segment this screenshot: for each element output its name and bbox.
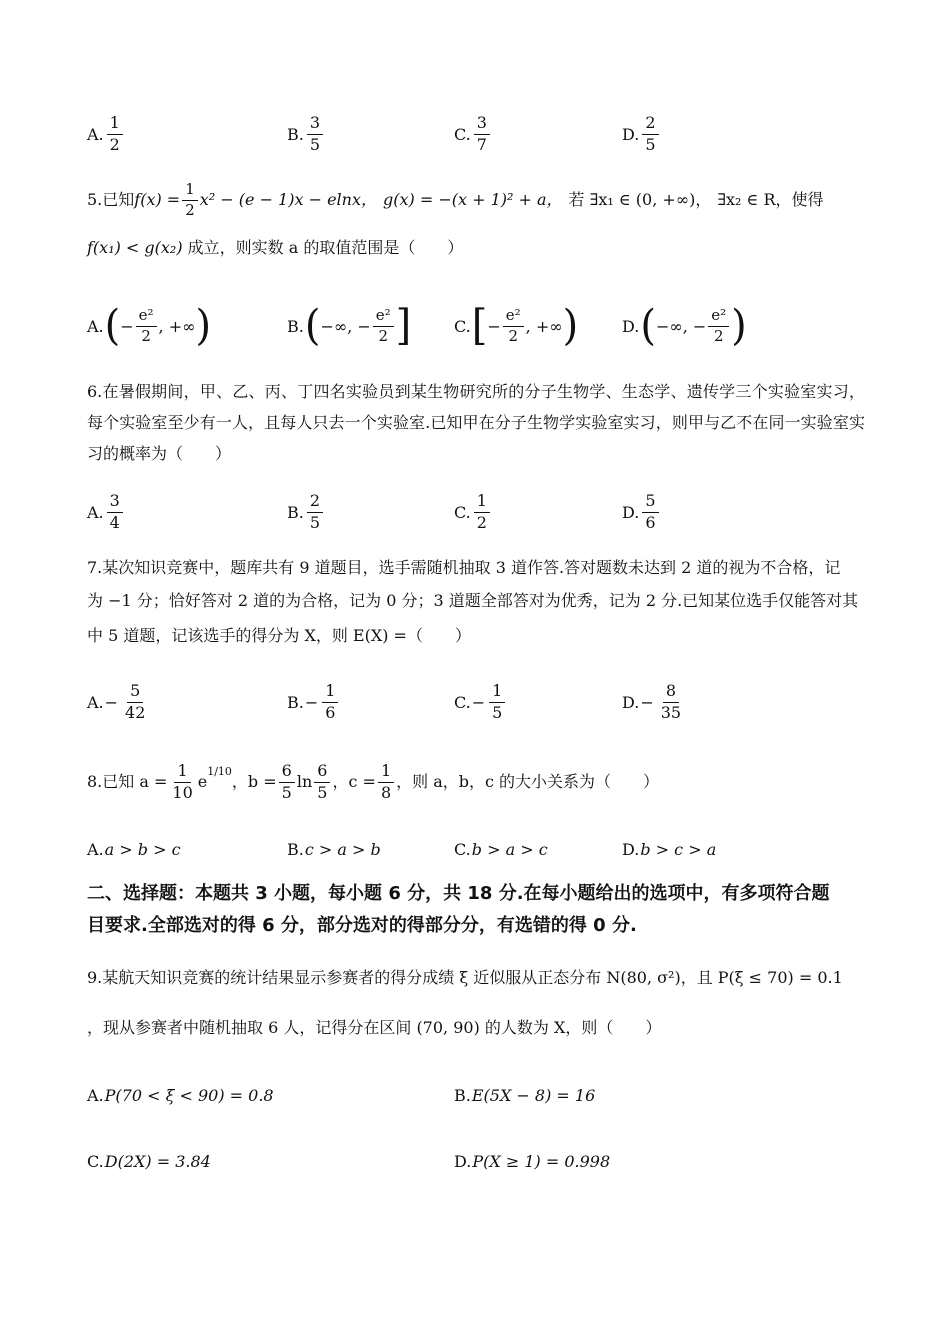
fraction: $\frac{\text{e²}}{2}$ — [503, 307, 524, 345]
fraction: $\frac{5}{6}$ — [642, 492, 658, 532]
q9-option-a[interactable]: A. P(70 < ξ < 90) = 0.8 — [87, 1085, 274, 1105]
q7-stem-line2: 为 −1 分；恰好答对 2 道的为合格，记为 0 分；3 道题全部答对为优秀，记为 2 分.已知某位选手仅能答对其 — [87, 591, 859, 610]
fraction: $\frac{5}{42}$ — [125, 681, 146, 722]
fraction: $\frac{1}{8}$ — [378, 762, 394, 802]
fraction: $\frac{6}{5}$ — [279, 762, 295, 802]
q5-options — [87, 296, 865, 356]
q5-stem-line1: 5. 已知 f(x) = $\frac{1}{2}$ x² − (e − 1)x − elnx， g(x) = −(x + 1)² + a， 若 ∃x₁ ∈ (0, +∞)， ∃x₂ ∈ R，使得 — [87, 180, 824, 219]
q4-options — [87, 104, 865, 164]
q8-option-c[interactable]: C. b > a > c — [454, 839, 548, 859]
q8-stem: 8. 已知 a = $\frac{1}{10}$ e $^{1/10}$ ，b = $\frac{6}{5}$ ln $\frac{6}{5}$ ，c = $\frac{1}{8}$ ，则 a，b，c 的大小关系为（ ） — [87, 761, 660, 802]
fraction: $\frac{1}{10}$ — [172, 761, 193, 802]
q7-option-d[interactable]: D. − $\frac{8}{35}$ — [622, 672, 686, 732]
q8-option-b[interactable]: B. c > a > b — [287, 839, 381, 859]
q5-stem-line2: f(x₁) < g(x₂) 成立，则实数 a 的取值范围是（ ） — [87, 238, 464, 257]
q9-stem-line2: ，现从参赛者中随机抽取 6 人，记得分在区间 (70, 90) 的人数为 X，则（ ） — [87, 1018, 662, 1037]
q9-options-row2 — [87, 1144, 865, 1178]
q6-option-c[interactable]: C. $\frac{1}{2}$ — [454, 482, 492, 542]
q4-option-a[interactable]: A. $\frac{1}{2}$ — [87, 104, 125, 164]
fraction: $\frac{\text{e²}}{2}$ — [708, 307, 729, 345]
q7-stem-line1: 7.某次知识竞赛中，题库共有 9 道题目，选手需随机抽取 3 道作答.答对题数未达到 2 道的视为不合格，记 — [87, 558, 841, 577]
fraction: $\frac{2}{5}$ — [642, 114, 658, 154]
q5-option-a[interactable]: A. ( − $\frac{\text{e²}}{2}$ , +∞ ) — [87, 301, 212, 351]
q5-option-b[interactable]: B. ( −∞, − $\frac{\text{e²}}{2}$ ] — [287, 301, 412, 351]
q8-option-a[interactable]: A. a > b > c — [87, 839, 181, 859]
q9-option-b[interactable]: B. E(5X − 8) = 16 — [454, 1085, 596, 1105]
fraction: $\frac{\text{e²}}{2}$ — [136, 307, 157, 345]
fraction: $\frac{3}{7}$ — [474, 114, 490, 154]
q6-stem: 6.在暑假期间，甲、乙、丙、丁四名实验员到某生物研究所的分子生物学、生态学、遗传学三个实验室实习，每个实验室至少有一人，且每人只去一个实验室.已知甲在分子生物学实验室实习，则甲与乙不在同一实验室实习的概率为（ ） — [87, 382, 865, 463]
q5-option-c[interactable]: C. [ − $\frac{\text{e²}}{2}$ , +∞ ) — [454, 301, 579, 351]
q6-options — [87, 482, 865, 542]
q4-option-b[interactable]: B. $\frac{3}{5}$ — [287, 104, 325, 164]
q8-options — [87, 832, 865, 866]
q6-option-a[interactable]: A. $\frac{3}{4}$ — [87, 482, 125, 542]
fraction: $\frac{1}{5}$ — [489, 682, 505, 722]
fraction: $\frac{1}{2}$ — [474, 492, 490, 532]
q7-option-c[interactable]: C. − $\frac{1}{5}$ — [454, 672, 507, 732]
q9-stem-line1: 9.某航天知识竞赛的统计结果显示参赛者的得分成绩 ξ 近似服从正态分布 N(80, σ²)，且 P(ξ ≤ 70) = 0.1 — [87, 968, 843, 987]
fraction: $\frac{\text{e²}}{2}$ — [373, 307, 394, 345]
q6-option-d[interactable]: D. $\frac{5}{6}$ — [622, 482, 661, 542]
fraction: $\frac{3}{5}$ — [307, 114, 323, 154]
q7-stem-line3: 中 5 道题，记该选手的得分为 X，则 E(X) =（ ） — [87, 626, 471, 645]
q7-options — [87, 672, 865, 732]
q8-option-d[interactable]: D. b > c > a — [622, 839, 717, 859]
q9-option-d[interactable]: D. P(X ≥ 1) = 0.998 — [454, 1151, 611, 1171]
section2-heading-line1: 二、选择题：本题共 3 小题，每小题 6 分，共 18 分.在每小题给出的选项中，有多项符合题 — [87, 883, 830, 904]
section2-heading-line2: 目要求.全部选对的得 6 分，部分选对的得部分分，有选错的得 0 分. — [87, 915, 637, 936]
fraction: $\frac{6}{5}$ — [314, 762, 330, 802]
fraction: $\frac{1}{2}$ — [182, 181, 198, 219]
q4-option-d[interactable]: D. $\frac{2}{5}$ — [622, 104, 661, 164]
q6-option-b[interactable]: B. $\frac{2}{5}$ — [287, 482, 325, 542]
q7-option-a[interactable]: A. − $\frac{5}{42}$ — [87, 672, 150, 732]
fraction: $\frac{1}{2}$ — [107, 114, 123, 154]
fraction: $\frac{8}{35}$ — [660, 681, 682, 722]
q9-options-row1 — [87, 1078, 865, 1112]
q7-option-b[interactable]: B. − $\frac{1}{6}$ — [287, 672, 340, 732]
q5-option-d[interactable]: D. ( −∞, − $\frac{\text{e²}}{2}$ ) — [622, 301, 747, 351]
q9-option-c[interactable]: C. D(2X) = 3.84 — [87, 1151, 211, 1171]
fraction: $\frac{1}{6}$ — [322, 682, 338, 722]
fraction: $\frac{2}{5}$ — [307, 492, 323, 532]
q4-option-c[interactable]: C. $\frac{3}{7}$ — [454, 104, 492, 164]
fraction: $\frac{3}{4}$ — [107, 492, 123, 532]
